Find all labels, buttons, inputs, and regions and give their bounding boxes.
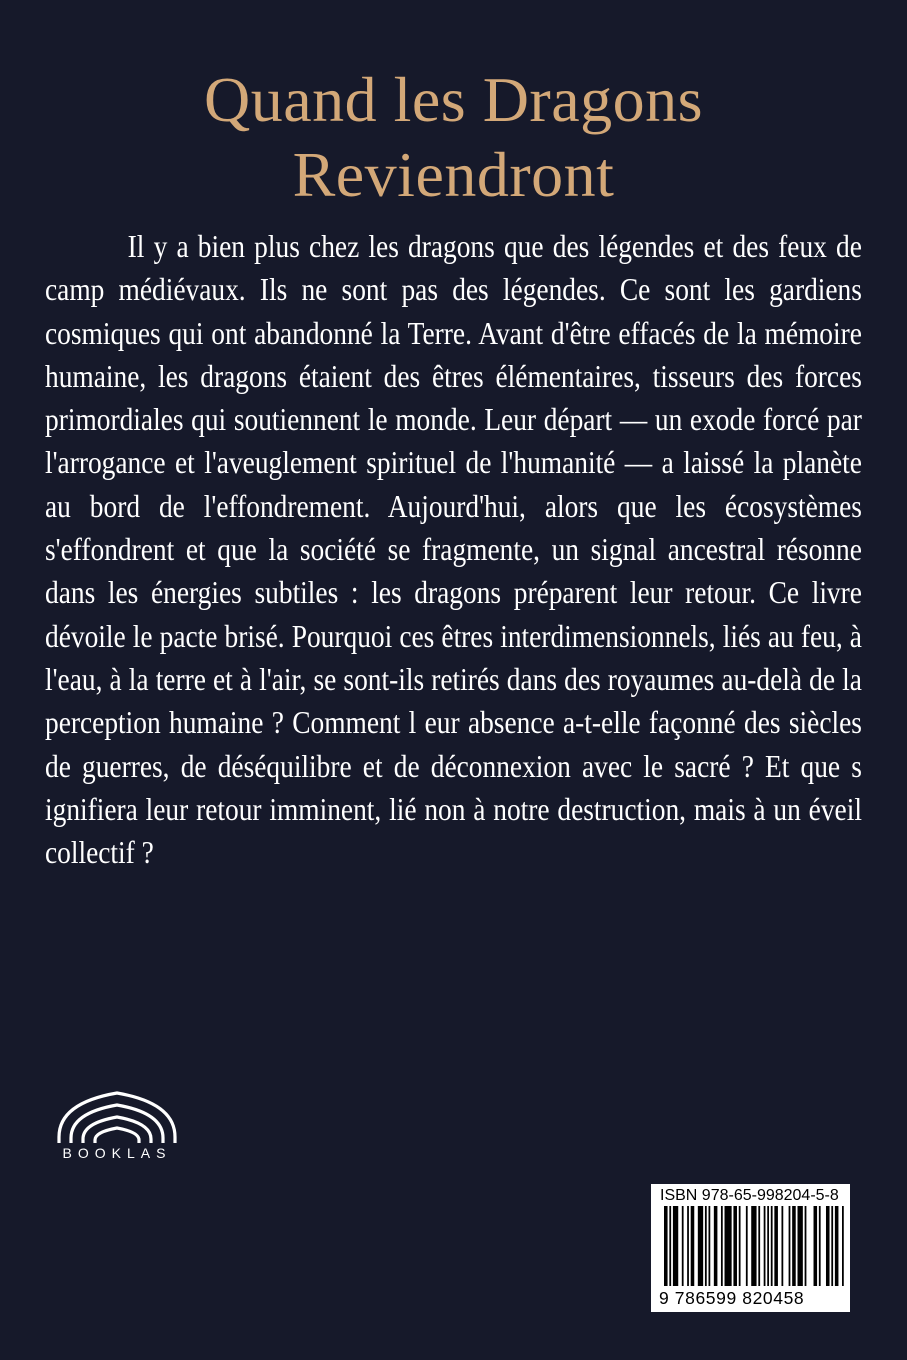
barcode-bar <box>814 1206 818 1286</box>
barcode-bar <box>826 1206 830 1286</box>
barcode-bar <box>835 1206 839 1286</box>
barcode-bar <box>739 1206 741 1286</box>
barcode-bar <box>798 1206 803 1286</box>
barcode-icon <box>664 1206 844 1290</box>
book-title-line-2: Reviendront <box>292 139 615 210</box>
back-cover-blurb: Il y a bien plus chez les dragons que des légendes et des feux de camp médiévaux. Ils ne sont pas des légendes. Ce sont les gardiens cosmiques qui ont abandonné la Terre. Avant d'être effacés de la mémoire humaine, les dragons étaient des êtres élémentaires, tisseurs des forces primordiales qui soutiennent le monde. Leur départ — un exode forcé par l'arrogance et l'aveuglement spirituel de l'humanité — a laissé la planète au bord de l'effondrement. Aujourd'hui, alors que les écosystèmes s'effondrent et que la société se fragmente, un signal ancestral résonne dans les énergies subtiles : les dragons préparent leur retour. Ce livre dévoile le pacte brisé. Pourquoi ces êtres interdimensionnels, liés au feu, à l'eau, à la terre et à l'air, se sont-ils retirés dans des royaumes au-delà de la perception humaine ? Comment l eur absence a-t-elle façonné des siècles de guerres, de déséquilibre et de déconnexion avec le sacré ? Et que s ignifiera leur retour imminent, lié non à notre destruction, mais à un éveil collectif ? <box>45 229 862 871</box>
barcode-bar <box>805 1206 807 1286</box>
barcode-bar <box>764 1206 766 1286</box>
barcode-bar <box>721 1206 723 1286</box>
barcode-bar <box>771 1206 773 1286</box>
book-title-line-1: Quand les Dragons <box>203 64 704 135</box>
barcode-bar <box>831 1206 833 1286</box>
barcode-bar <box>709 1206 711 1286</box>
barcode-bar <box>774 1206 778 1286</box>
barcode-bar <box>792 1206 796 1286</box>
barcode-bar <box>746 1206 748 1286</box>
barcode-digits: 9 786599 820458 <box>659 1288 805 1308</box>
barcode-bar <box>733 1206 737 1286</box>
barcode-bar <box>664 1206 668 1286</box>
barcode-bar <box>698 1206 703 1286</box>
barcode-panel <box>651 1184 850 1312</box>
barcode-bar <box>781 1206 783 1286</box>
barcode-bar <box>682 1206 684 1286</box>
barcode-bar <box>789 1206 791 1286</box>
barcode-bar <box>725 1206 732 1286</box>
barcode-bar <box>819 1206 821 1286</box>
barcode-bar <box>767 1206 769 1286</box>
barcode-bar <box>691 1206 695 1286</box>
barcode-bar <box>758 1206 760 1286</box>
book-title <box>0 62 907 212</box>
barcode-bar <box>669 1206 671 1286</box>
barcode-bar <box>673 1206 678 1286</box>
barcode-bar <box>687 1206 689 1286</box>
barcode-bar <box>842 1206 844 1286</box>
barcode-bar <box>751 1206 756 1286</box>
isbn-label: ISBN 978-65-998204-5-8 <box>660 1187 839 1204</box>
publisher-name: BOOKLAS <box>62 1145 172 1161</box>
barcode-bar <box>714 1206 718 1286</box>
barcode-bar <box>705 1206 707 1286</box>
